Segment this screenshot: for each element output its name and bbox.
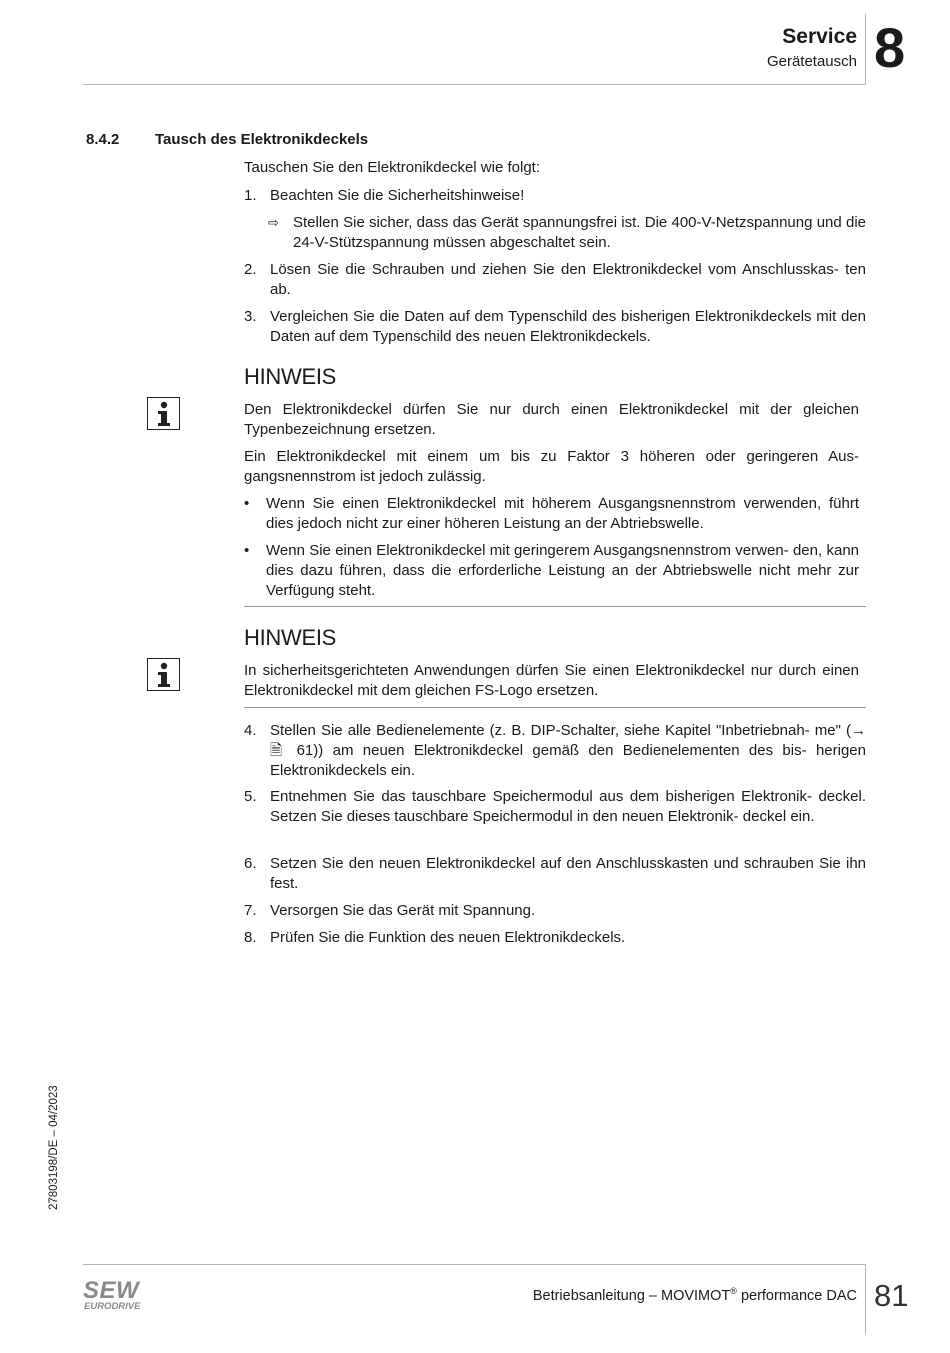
step-text: Setzen Sie den neuen Elektronikdeckel auf den Anschlusskasten und schrauben Sie ihn fest.	[270, 855, 866, 892]
step-text: Versorgen Sie das Gerät mit Spannung.	[270, 902, 536, 919]
step-item	[244, 721, 866, 781]
document-id: 27803198/DE – 04/2023	[48, 1085, 60, 1210]
svg-text:EURODRIVE: EURODRIVE	[84, 1301, 141, 1312]
result-arrow-icon: ⇨	[268, 215, 279, 230]
header-subtitle: Gerätetausch	[766, 53, 857, 70]
header-divider	[865, 14, 866, 84]
step-text: Stellen Sie alle Bedienelemente (z. B. DIP-Schalter, siehe Kapitel "Inbetriebnah- me" (→ 🗎 61)) am neuen Elektronikdeckel gemäß den Bedienelementen des bis- herigen Elektronikdeckels ein.	[270, 722, 866, 779]
step-item	[244, 186, 866, 206]
step-text: Entnehmen Sie das tauschbare Speichermodul aus dem bisherigen Elektronik- deckel. Setzen Sie dieses tauschbare Speichermodul in den neuen Elektronik- deckel ein.	[270, 788, 866, 825]
bullet-dot: •	[244, 542, 250, 559]
info-icon	[147, 658, 180, 691]
header-title: Service	[782, 25, 857, 48]
step-number: 4.	[244, 722, 257, 739]
section-title: Tausch des Elektronikdeckels	[155, 131, 369, 148]
step-result	[268, 213, 866, 253]
note-paragraph: In sicherheitsgerichteten Anwendungen dürfen Sie einen Elektronikdeckel nur durch einen Elektronikdeckel mit dem gleichen FS-Logo ersetzen.	[244, 662, 859, 699]
step-text: Lösen Sie die Schrauben und ziehen Sie den Elektronikdeckel vom Anschlusskas- ten ab.	[270, 261, 866, 298]
note-divider	[244, 707, 866, 708]
section-number: 8.4.2	[86, 131, 120, 148]
step-number: 5.	[244, 788, 257, 805]
header-rule	[83, 84, 866, 85]
bullet-text: Wenn Sie einen Elektronikdeckel mit geringerem Ausgangsnennstrom verwen- den, kann dies dazu führen, dass die erforderliche Leistung an der Abtriebswelle nicht mehr zur Verfügung steht.	[266, 542, 859, 599]
footer-manual-title	[533, 1286, 857, 1304]
section-intro: Tauschen Sie den Elektronikdeckel wie folgt:	[244, 159, 541, 176]
bullet-text: Wenn Sie einen Elektronikdeckel mit höherem Ausgangsnennstrom verwenden, führt dies jedoch nicht zur einer höheren Leistung an der Abtriebswelle.	[266, 495, 859, 532]
step-number: 2.	[244, 261, 257, 278]
svg-text:SEW: SEW	[83, 1278, 140, 1304]
info-icon	[147, 397, 180, 430]
footer-divider	[865, 1264, 866, 1334]
step-item	[244, 260, 866, 300]
registered-mark: ®	[730, 1286, 737, 1296]
step-number: 7.	[244, 902, 257, 919]
step-item	[244, 928, 866, 948]
step-item	[244, 787, 866, 827]
footer-title-suffix: performance DAC	[736, 1288, 857, 1304]
note-bullet	[244, 541, 859, 601]
chapter-number: 8	[874, 16, 906, 79]
step-text: Beachten Sie die Sicherheitshinweise!	[270, 187, 525, 204]
step-item	[244, 901, 866, 921]
result-text: Stellen Sie sicher, dass das Gerät spannungsfrei ist. Die 400-V-Netzspannung und die 24-V-Stützspannung müssen abgeschaltet sein.	[293, 214, 866, 251]
step-number: 3.	[244, 308, 257, 325]
step-item	[244, 307, 866, 347]
note-title: HINWEIS	[244, 364, 337, 389]
step-item	[244, 854, 866, 894]
note-paragraph: Den Elektronikdeckel dürfen Sie nur durch einen Elektronikdeckel mit der gleichen Typenbezeichnung ersetzen.	[244, 401, 859, 438]
footer-title-text: Betriebsanleitung – MOVIMOT	[532, 1288, 731, 1304]
step-number: 1.	[244, 187, 257, 204]
page-number: 81	[874, 1278, 909, 1313]
footer-rule	[83, 1264, 866, 1265]
step-text: Vergleichen Sie die Daten auf dem Typenschild des bisherigen Elektronikdeckels mit den Daten auf dem Typenschild des neuen Elektronikdeckels.	[270, 308, 866, 345]
step-number: 6.	[244, 855, 257, 872]
note-paragraph: Ein Elektronikdeckel mit einem um bis zu Faktor 3 höheren oder geringeren Aus- gangsnennstrom ist jedoch zulässig.	[244, 448, 859, 485]
note-bullet	[244, 494, 859, 534]
bullet-dot: •	[244, 495, 250, 512]
sew-eurodrive-logo	[82, 1278, 152, 1312]
step-number: 8.	[244, 929, 257, 946]
note-title: HINWEIS	[244, 625, 337, 650]
note-divider	[244, 606, 866, 607]
step-text: Prüfen Sie die Funktion des neuen Elektronikdeckels.	[270, 929, 626, 946]
